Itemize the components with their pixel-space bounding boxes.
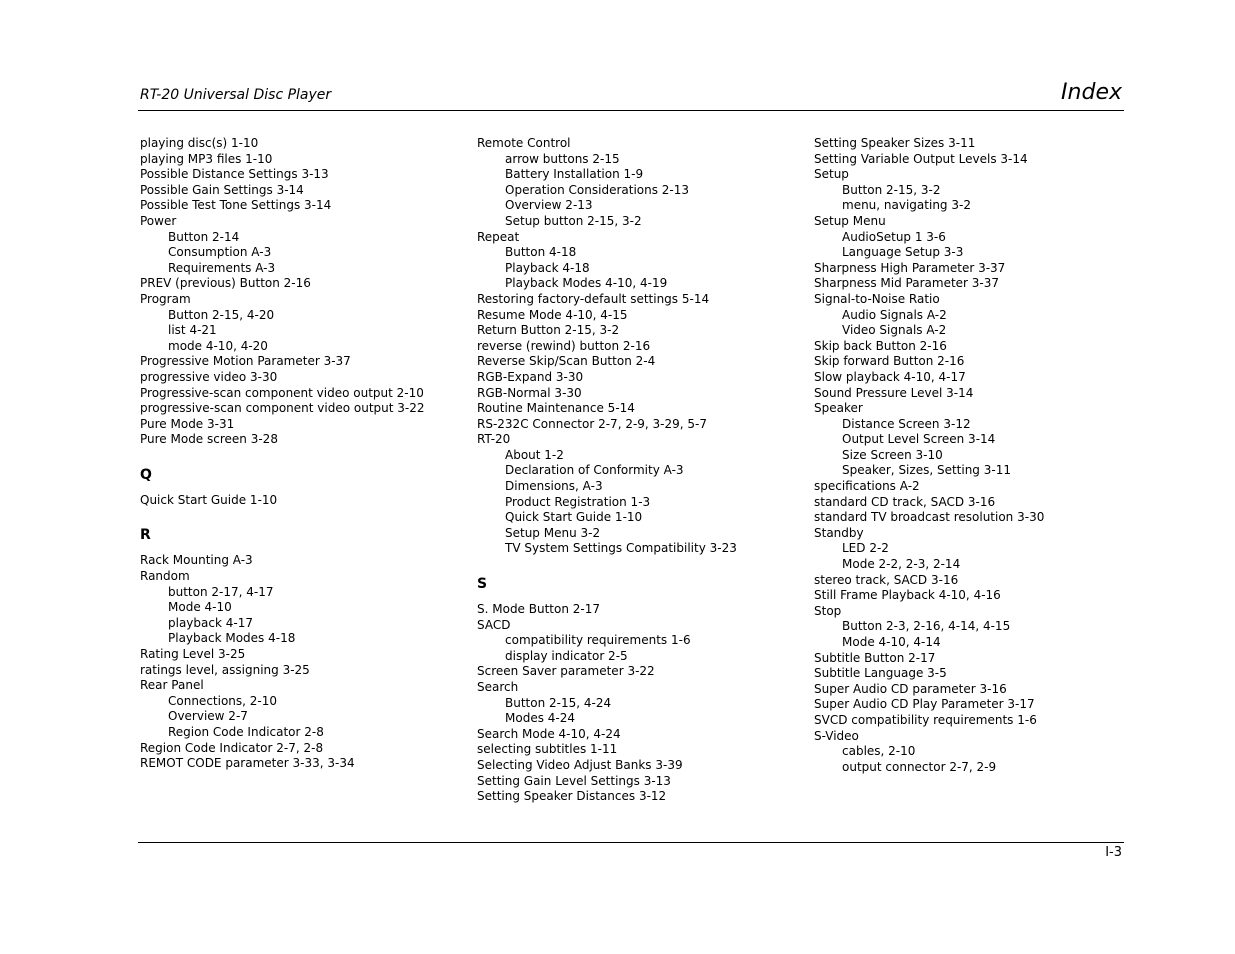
index-subentry: list 4-21 <box>168 323 217 338</box>
index-subentry: Setup Menu 3-2 <box>505 525 601 540</box>
index-entry: ratings level, assigning 3-25 <box>140 662 310 677</box>
index-subentry: arrow buttons 2-15 <box>505 151 620 166</box>
index-entry: progressive-scan component video output 3-22 <box>140 401 425 416</box>
index-entry: Search Mode 4-10, 4-24 <box>477 726 621 741</box>
index-entry: Pure Mode screen 3-28 <box>140 432 278 447</box>
index-letter-heading: S <box>477 576 488 593</box>
index-entry: Stop <box>814 603 842 618</box>
index-entry: Repeat <box>477 229 520 244</box>
index-subentry: Button 2-3, 2-16, 4-14, 4-15 <box>842 619 1011 634</box>
index-subentry: LED 2-2 <box>842 541 889 556</box>
index-subentry: Overview 2-7 <box>168 709 248 724</box>
document-title: RT-20 Universal Disc Player <box>140 87 332 103</box>
index-entry: Region Code Indicator 2-7, 2-8 <box>140 740 324 755</box>
index-subentry: Button 2-14 <box>168 229 240 244</box>
index-subentry: Product Registration 1-3 <box>505 494 651 509</box>
index-entry: Return Button 2-15, 3-2 <box>477 323 620 338</box>
index-subentry: Quick Start Guide 1-10 <box>505 510 643 525</box>
index-entry: standard TV broadcast resolution 3-30 <box>814 510 1045 525</box>
index-subentry: mode 4-10, 4-20 <box>168 338 268 353</box>
index-entry: Restoring factory-default settings 5-14 <box>477 291 710 306</box>
index-subentry: AudioSetup 1 3-6 <box>842 229 946 244</box>
index-subentry: Consumption A-3 <box>168 245 272 260</box>
index-entry: Possible Distance Settings 3-13 <box>140 167 329 182</box>
index-entry: reverse (rewind) button 2-16 <box>477 338 651 353</box>
index-subentry: button 2-17, 4-17 <box>168 584 274 599</box>
index-entry: Possible Gain Settings 3-14 <box>140 182 304 197</box>
index-subentry: Button 4-18 <box>505 245 577 260</box>
index-entry: Still Frame Playback 4-10, 4-16 <box>814 588 1001 603</box>
index-entry: progressive video 3-30 <box>140 369 278 384</box>
index-subentry: Operation Considerations 2-13 <box>505 182 690 197</box>
index-subentry: Speaker, Sizes, Setting 3-11 <box>842 463 1011 478</box>
index-entry: Setting Speaker Sizes 3-11 <box>814 136 976 150</box>
index-subentry: Audio Signals A-2 <box>842 307 947 322</box>
index-letter-heading: Q <box>140 466 152 483</box>
index-entry: playing disc(s) 1-10 <box>140 136 259 150</box>
index-subentry: Mode 2-2, 2-3, 2-14 <box>842 557 961 572</box>
index-entry: Routine Maintenance 5-14 <box>477 401 635 416</box>
index-entry: stereo track, SACD 3-16 <box>814 572 959 587</box>
index-entry: Selecting Video Adjust Banks 3-39 <box>477 757 683 772</box>
index-entry: RS-232C Connector 2-7, 2-9, 3-29, 5-7 <box>477 416 708 431</box>
index-subentry: compatibility requirements 1-6 <box>505 633 691 648</box>
index-entry: Quick Start Guide 1-10 <box>140 492 278 507</box>
index-entry: SVCD compatibility requirements 1-6 <box>814 712 1037 727</box>
index-subentry: Requirements A-3 <box>168 260 276 275</box>
index-entry: Search <box>477 680 519 694</box>
index-subentry: Connections, 2-10 <box>168 693 278 708</box>
index-entry: Setting Gain Level Settings 3-13 <box>477 773 671 788</box>
index-subentry: Size Screen 3-10 <box>842 447 943 462</box>
index-entry: RGB-Expand 3-30 <box>477 369 584 384</box>
index-entry: playing MP3 files 1-10 <box>140 151 273 166</box>
index-entry: Subtitle Button 2-17 <box>814 650 936 665</box>
header-rule <box>138 110 1124 111</box>
index-entry: standard CD track, SACD 3-16 <box>814 494 996 509</box>
index-entry: Skip back Button 2-16 <box>814 338 947 353</box>
section-title: Index <box>1061 80 1122 105</box>
index-entry: Super Audio CD parameter 3-16 <box>814 681 1007 696</box>
index-entry: Possible Test Tone Settings 3-14 <box>140 198 332 213</box>
index-subentry: Distance Screen 3-12 <box>842 416 971 431</box>
footer-rule <box>138 842 1124 843</box>
index-subentry: Mode 4-10 <box>168 600 232 615</box>
index-subentry: Setup button 2-15, 3-2 <box>505 213 642 228</box>
index-entry: Super Audio CD Play Parameter 3-17 <box>814 697 1035 712</box>
index-subentry: Battery Installation 1-9 <box>505 167 644 182</box>
index-entry: S. Mode Button 2-17 <box>477 602 600 617</box>
index-subentry: Video Signals A-2 <box>842 323 947 338</box>
index-subentry: cables, 2-10 <box>842 744 916 759</box>
index-subentry: Declaration of Conformity A-3 <box>505 463 684 478</box>
index-entry: Setting Speaker Distances 3-12 <box>477 789 667 804</box>
index-entry: Power <box>140 213 177 228</box>
index-subentry: Button 2-15, 4-24 <box>505 695 612 710</box>
index-subentry: Button 2-15, 3-2 <box>842 182 941 197</box>
index-subentry: Playback Modes 4-10, 4-19 <box>505 276 668 291</box>
page-number: I-3 <box>1105 845 1122 860</box>
index-subentry: menu, navigating 3-2 <box>842 198 971 213</box>
index-subentry: Dimensions, A-3 <box>505 479 603 494</box>
index-entry: Sharpness High Parameter 3-37 <box>814 260 1006 275</box>
index-entry: Setup <box>814 167 849 182</box>
index-entry: Program <box>140 291 191 306</box>
index-entry: Pure Mode 3-31 <box>140 416 235 431</box>
index-subentry: Modes 4-24 <box>505 711 575 726</box>
index-subentry: Output Level Screen 3-14 <box>842 432 996 447</box>
index-subentry: output connector 2-7, 2-9 <box>842 759 997 774</box>
index-column-1 <box>140 136 425 772</box>
index-subentry: Playback 4-18 <box>505 260 590 275</box>
index-entry: Rack Mounting A-3 <box>140 553 253 568</box>
index-column-3 <box>814 136 1044 775</box>
index-subentry: Playback Modes 4-18 <box>168 631 296 646</box>
index-column-2 <box>477 136 737 805</box>
index-subentry: TV System Settings Compatibility 3-23 <box>505 541 737 556</box>
index-entry: Signal-to-Noise Ratio <box>814 291 940 306</box>
index-entry: Skip forward Button 2-16 <box>814 354 965 369</box>
index-subentry: display indicator 2-5 <box>505 648 628 663</box>
index-entry: Speaker <box>814 401 863 416</box>
index-entry: Remote Control <box>477 136 571 150</box>
index-entry: specifications A-2 <box>814 479 920 494</box>
index-entry: RT-20 <box>477 432 511 447</box>
index-entry: Rating Level 3-25 <box>140 647 246 662</box>
index-entry: Resume Mode 4-10, 4-15 <box>477 307 628 322</box>
index-entry: Setting Variable Output Levels 3-14 <box>814 151 1028 166</box>
index-subentry: Region Code Indicator 2-8 <box>168 725 324 739</box>
index-entry: Standby <box>814 525 864 540</box>
index-entry: Reverse Skip/Scan Button 2-4 <box>477 354 656 369</box>
index-entry: Sound Pressure Level 3-14 <box>814 385 974 400</box>
index-entry: PREV (previous) Button 2-16 <box>140 276 311 291</box>
index-entry: Progressive Motion Parameter 3-37 <box>140 354 351 369</box>
index-entry: Progressive-scan component video output 2-10 <box>140 385 424 400</box>
index-entry: Subtitle Language 3-5 <box>814 666 947 681</box>
index-subentry: About 1-2 <box>505 447 564 462</box>
index-entry: SACD <box>477 617 511 632</box>
index-entry: REMOT CODE parameter 3-33, 3-34 <box>140 756 355 771</box>
index-entry: Rear Panel <box>140 678 204 693</box>
index-subentry: Mode 4-10, 4-14 <box>842 635 941 649</box>
index-entry: selecting subtitles 1-11 <box>477 742 618 757</box>
index-subentry: Language Setup 3-3 <box>842 245 964 260</box>
index-subentry: playback 4-17 <box>168 615 253 630</box>
index-entry: Slow playback 4-10, 4-17 <box>814 369 966 384</box>
index-entry: S-Video <box>814 728 859 743</box>
index-entry: Random <box>140 569 190 584</box>
index-subentry: Overview 2-13 <box>505 198 593 213</box>
index-entry: Setup Menu <box>814 213 886 228</box>
index-subentry: Button 2-15, 4-20 <box>168 307 275 322</box>
index-letter-heading: R <box>140 527 151 544</box>
index-entry: RGB-Normal 3-30 <box>477 385 582 400</box>
index-entry: Screen Saver parameter 3-22 <box>477 664 655 679</box>
index-entry: Sharpness Mid Parameter 3-37 <box>814 276 1000 291</box>
